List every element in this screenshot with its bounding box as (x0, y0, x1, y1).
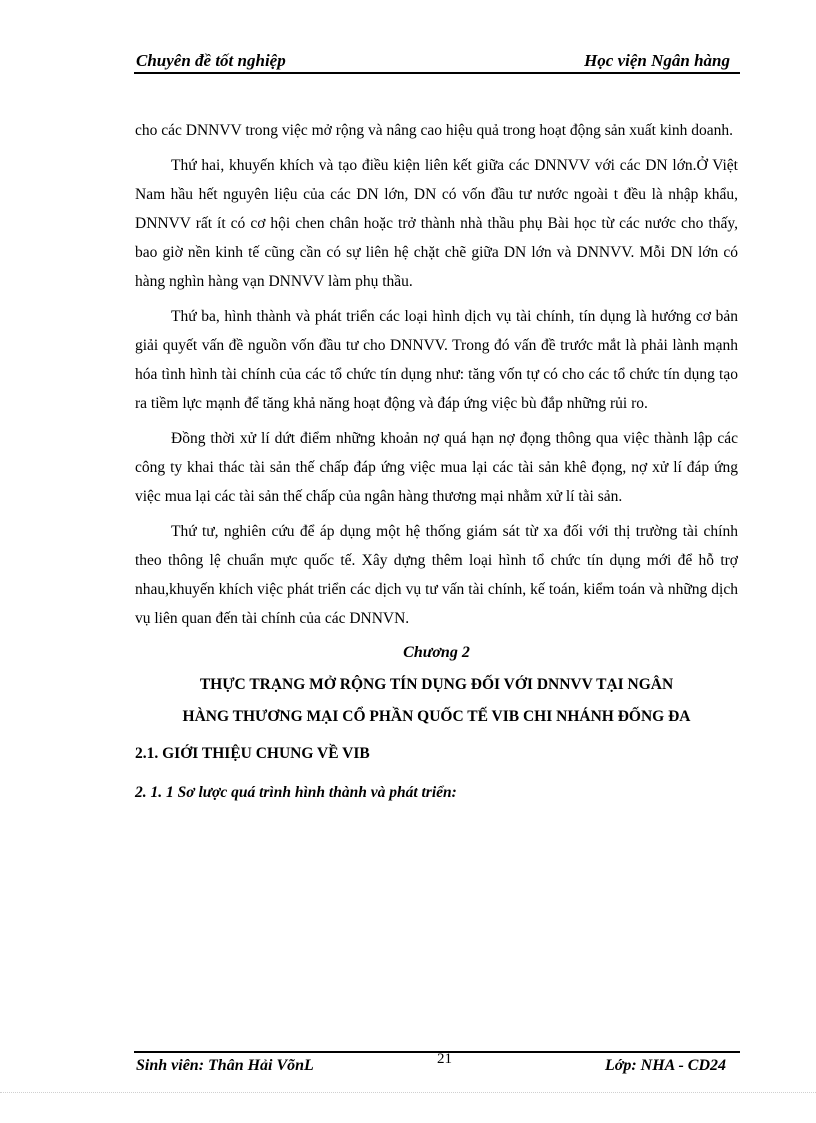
paragraph-4: Đồng thời xử lí dứt điểm những khoản nợ quá hạn nợ đọng thông qua việc thành lập các công ty khai thác tài sản thế chấp đáp ứng việc mua lại các tài sản khê đọng, nợ xử lí đáp ứng việc mua lại các tài sản thế chấp của ngân hàng thương mại nhằm xử lí tài sản. (135, 430, 738, 505)
page-footer (134, 1051, 740, 1079)
footer-class: Lớp: NHA - CD24 (604, 1057, 726, 1074)
footer-student-name: Sinh viên: Thân Hải VõnL (136, 1057, 314, 1074)
paragraph-5: Thứ tư, nghiên cứu để áp dụng một hệ thống giám sát từ xa đối với thị trường tài chính theo thông lệ chuẩn mực quốc tế. Xây dựng thêm loại hình tổ chức tín dụng mới để hỗ trợ nhau,khuyến khích việc phát triển các dịch vụ tư vấn tài chính, kế toán, kiểm toán và những dịch vụ liên quan đến tài chính của các DNNVN. (135, 523, 738, 627)
chapter-title-line-2: HÀNG THƯƠNG MẠI CỔ PHẦN QUỐC TẾ VIB CHI NHÁNH ĐỐNG ĐA (182, 708, 691, 725)
page-number: 21 (437, 1051, 452, 1067)
paragraph-3: Thứ ba, hình thành và phát triển các loại hình dịch vụ tài chính, tín dụng là hướng cơ bản giải quyết vấn đề nguồn vốn đầu tư cho DNNVV. Trong đó vấn đề trước mắt là phải lành mạnh hóa tình hình tài chính của các tổ chức tín dụng như: tăng vốn tự có cho các tổ chức tín dụng tạo ra tiềm lực mạnh để tăng khả năng hoạt động và đáp ứng việc bù đắp những rủi ro. (135, 308, 738, 412)
section-heading: 2.1. GIỚI THIỆU CHUNG VỀ VIB (135, 745, 370, 762)
paragraph-2: Thứ hai, khuyến khích và tạo điều kiện liên kết giữa các DNNVV với các DN lớn.Ở Việt Nam hầu hết nguyên liệu của các DN lớn, DN có vốn đầu tư nước ngoài t đều là nhập khẩu, DNNVV rất ít có cơ hội chen chân hoặc trở thành nhà thầu phụ Bài học từ các nước cho thấy, bao giờ nền kinh tế cũng cần có sự liên hệ chặt chẽ giữa DN lớn và DNNVV. Mỗi DN lớn có hàng nghìn hàng vạn DNNVV làm phụ thầu. (135, 157, 738, 290)
chapter-title-line-1: THỰC TRẠNG MỞ RỘNG TÍN DỤNG ĐỐI VỚI DNNVV TẠI NGÂN (199, 676, 674, 693)
paragraph-1: cho các DNNVV trong việc mở rộng và nâng cao hiệu quả trong hoạt động sản xuất kinh doanh. (135, 122, 734, 139)
page-header (134, 48, 740, 74)
page-edge-divider (0, 1092, 816, 1093)
header-right-title: Học viện Ngân hàng (584, 51, 730, 70)
subsection-heading: 2. 1. 1 Sơ lược quá trình hình thành và phát triển: (135, 784, 457, 801)
header-left-title: Chuyên đề tốt nghiệp (136, 51, 286, 70)
chapter-label: Chương 2 (403, 644, 470, 661)
page-body (135, 116, 738, 807)
chapter-title (135, 669, 738, 733)
